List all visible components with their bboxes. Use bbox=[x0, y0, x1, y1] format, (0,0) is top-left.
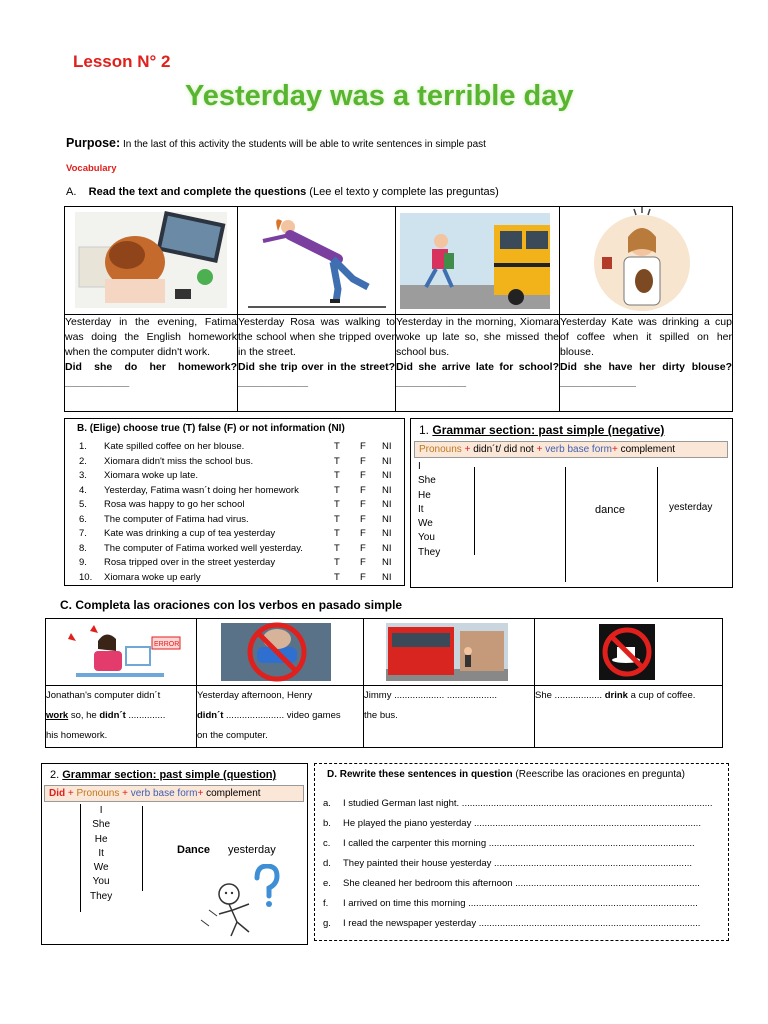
true-false-item bbox=[79, 441, 401, 455]
reading-text: Yesterday Rosa was walking to the school when she tripped over in the street. bbox=[238, 316, 395, 358]
true-false-item bbox=[79, 543, 401, 557]
formula-aux: didn´t/ did not bbox=[473, 444, 534, 455]
sentence-cell bbox=[197, 686, 364, 748]
option-true[interactable]: T bbox=[334, 528, 340, 539]
sentence-line: Jimmy ................... ................... bbox=[364, 690, 498, 701]
option-no-information[interactable]: NI bbox=[382, 484, 392, 496]
item-number: 2. bbox=[79, 455, 87, 467]
negative-formula bbox=[414, 441, 728, 458]
section-b-heading: B. (Elige) choose true (T) false (F) or not information (NI) bbox=[77, 423, 345, 434]
reading-cell bbox=[560, 315, 733, 412]
sentence-line bbox=[197, 706, 363, 726]
section-a-instruction-es: (Lee el texto y complete las preguntas) bbox=[309, 186, 499, 198]
option-no-information[interactable]: NI bbox=[382, 441, 392, 452]
option-false[interactable]: F bbox=[360, 571, 366, 583]
item-statement: The computer of Fatima had virus. bbox=[104, 513, 249, 525]
option-true[interactable]: T bbox=[334, 470, 340, 481]
option-no-information[interactable]: NI bbox=[382, 499, 392, 510]
formula-did: Did bbox=[49, 788, 66, 799]
option-true[interactable]: T bbox=[334, 441, 340, 452]
section-a-instruction-en: Read the text and complete the questions bbox=[88, 186, 307, 198]
verb-dance: dance bbox=[595, 504, 625, 516]
item-number: 8. bbox=[79, 542, 87, 554]
item-statement: Kate spilled coffee on her blouse. bbox=[104, 441, 245, 452]
item-statement: Xiomara woke up early bbox=[104, 571, 201, 583]
formula-complement: complement bbox=[620, 444, 676, 455]
option-no-information[interactable]: NI bbox=[382, 513, 392, 525]
section-c-instruction: C. Completa las oraciones con los verbos en pasado simple bbox=[60, 598, 403, 612]
page-title: Yesterday was a terrible day bbox=[185, 80, 574, 112]
bold-word: drink bbox=[604, 690, 628, 701]
item-sentence: I arrived on time this morning ....................................................................................... bbox=[343, 898, 698, 909]
sentence-line bbox=[535, 686, 722, 706]
item-statement: Xiomara woke up late. bbox=[104, 470, 198, 481]
reading-cell bbox=[238, 315, 396, 412]
formula-complement: complement bbox=[206, 788, 261, 799]
sentence-line: Jonathan's computer didn´t bbox=[46, 690, 161, 701]
option-false[interactable]: F bbox=[360, 557, 366, 568]
sentence-blank: .............. bbox=[125, 710, 166, 721]
option-false[interactable]: F bbox=[360, 528, 366, 539]
grammar-question-title: Grammar section: past simple (question) bbox=[62, 769, 277, 781]
item-letter: d. bbox=[323, 858, 331, 869]
computer-error-image bbox=[46, 619, 196, 685]
coffee-spill-woman-image bbox=[560, 207, 732, 313]
purpose-label: Purpose: bbox=[66, 136, 121, 150]
reading-question: Did she have her dirty blouse? _____________ bbox=[560, 361, 732, 388]
section-a-letter: A. bbox=[66, 186, 77, 198]
item-number: 9. bbox=[79, 557, 87, 568]
formula-plus: + bbox=[197, 788, 204, 799]
item-letter: a. bbox=[323, 798, 331, 809]
school-bus-girl-image bbox=[396, 207, 559, 313]
divider-line bbox=[474, 467, 475, 555]
pronoun: I bbox=[99, 805, 103, 816]
reading-question: Did she do her homework? ___________ bbox=[65, 361, 237, 388]
item-number: 7. bbox=[79, 528, 87, 539]
sentence-line bbox=[46, 706, 196, 726]
option-true[interactable]: T bbox=[334, 571, 340, 583]
reading-question: Did she trip over in the street? ____________ bbox=[238, 361, 395, 388]
item-letter: e. bbox=[323, 878, 331, 889]
option-true[interactable]: T bbox=[334, 455, 340, 467]
stressed-girl-laptop-image bbox=[65, 207, 237, 313]
section-d-heading-row bbox=[327, 769, 685, 780]
sentence-cell bbox=[535, 686, 723, 748]
formula-plus: + bbox=[536, 444, 543, 455]
grammar-negative-title: Grammar section: past simple (negative) bbox=[432, 423, 665, 437]
item-letter: g. bbox=[323, 918, 331, 929]
grammar-question-box bbox=[41, 763, 308, 945]
grammar-number: 2. bbox=[50, 769, 60, 781]
pronoun-list bbox=[418, 460, 440, 560]
item-sentence: He played the piano yesterday ...................................................................................... bbox=[343, 818, 701, 829]
option-false[interactable]: F bbox=[360, 513, 366, 525]
formula-pronouns: Pronouns bbox=[419, 444, 462, 455]
section-a-table bbox=[64, 206, 733, 412]
item-statement: Yesterday, Fatima wasn´t doing her homework bbox=[104, 484, 299, 496]
vocabulary-label: Vocabulary bbox=[66, 163, 117, 174]
option-no-information[interactable]: NI bbox=[382, 470, 392, 481]
formula-plus: + bbox=[611, 444, 618, 455]
pronoun: I bbox=[418, 461, 421, 472]
grammar-negative-box bbox=[410, 418, 733, 588]
formula-verb: verb base form bbox=[130, 788, 198, 799]
item-sentence: She cleaned her bedroom this afternoon ...................................................................... bbox=[343, 878, 700, 889]
section-d-box bbox=[314, 763, 729, 941]
sentence-blank: ...................... video games bbox=[223, 710, 341, 721]
item-number: 3. bbox=[79, 470, 87, 481]
item-number: 4. bbox=[79, 484, 87, 496]
item-letter: f. bbox=[323, 898, 329, 909]
option-true[interactable]: T bbox=[334, 484, 340, 496]
option-false[interactable]: F bbox=[360, 455, 366, 467]
sentence-cell bbox=[364, 686, 535, 748]
option-no-information[interactable]: NI bbox=[382, 455, 392, 467]
item-statement: Rosa tripped over in the street yesterday bbox=[104, 557, 276, 568]
no-coffee-image bbox=[535, 619, 722, 685]
true-false-item bbox=[79, 470, 401, 484]
pronoun: You bbox=[92, 876, 110, 888]
sentence-line: on the computer. bbox=[197, 730, 268, 741]
bold-word: didn´t bbox=[197, 710, 224, 721]
reading-cell bbox=[396, 315, 560, 412]
formula-pronouns: Pronouns bbox=[76, 788, 120, 799]
reading-text: Yesterday Kate was drinking a cup of coffee when it spilled on her blouse. bbox=[560, 316, 732, 358]
item-sentence: They painted their house yesterday ........................................................................... bbox=[343, 858, 692, 869]
sentence-line: the bus. bbox=[364, 710, 398, 721]
sentence-fragment: so, he bbox=[68, 710, 100, 721]
section-d-heading: D. Rewrite these sentences in question bbox=[327, 769, 513, 780]
confused-person-icon bbox=[197, 864, 287, 944]
formula-plus: + bbox=[122, 788, 128, 799]
option-no-information[interactable]: NI bbox=[382, 557, 392, 568]
pronoun-list bbox=[90, 804, 112, 904]
divider-line bbox=[657, 467, 658, 582]
item-statement: Kate was drinking a cup of tea yesterday bbox=[104, 528, 276, 539]
item-number: 10. bbox=[79, 571, 93, 583]
true-false-item bbox=[79, 514, 401, 528]
option-false[interactable]: F bbox=[360, 484, 366, 496]
divider-line bbox=[565, 467, 566, 582]
true-false-item bbox=[79, 456, 401, 470]
formula-verb: verb base form bbox=[545, 444, 612, 455]
tripping-girl-image bbox=[238, 207, 395, 313]
pronoun: We bbox=[418, 518, 433, 530]
option-true[interactable]: T bbox=[334, 499, 340, 510]
item-letter: c. bbox=[323, 838, 331, 849]
item-sentence: I read the newspaper yesterday .................................................................................... bbox=[343, 918, 701, 929]
item-sentence: I studied German last night. ............................................................................................... bbox=[343, 798, 713, 809]
item-statement: Rosa was happy to go her school bbox=[104, 499, 245, 510]
sentence-line: his homework. bbox=[46, 730, 108, 741]
option-no-information[interactable]: NI bbox=[382, 542, 392, 554]
reading-text: Yesterday in the morning, Xiomara woke up late so, she missed the school bus. bbox=[396, 316, 559, 358]
option-false[interactable]: F bbox=[360, 441, 366, 452]
pronoun: She bbox=[418, 475, 436, 487]
true-false-item bbox=[79, 528, 401, 542]
purpose bbox=[66, 136, 486, 150]
formula-plus: + bbox=[464, 444, 471, 455]
true-false-item bbox=[79, 485, 401, 499]
sentence-cell bbox=[46, 686, 197, 748]
option-false[interactable]: F bbox=[360, 499, 366, 510]
true-false-item bbox=[79, 499, 401, 513]
grammar-number: 1. bbox=[419, 423, 430, 437]
pronoun: He bbox=[418, 489, 431, 501]
pronoun: It bbox=[418, 503, 424, 515]
pronoun: We bbox=[93, 862, 109, 874]
sentence-blank: She .................. bbox=[535, 690, 605, 701]
error-label: ERROR bbox=[154, 641, 180, 648]
section-a-instruction bbox=[66, 186, 499, 198]
option-no-information[interactable]: NI bbox=[382, 528, 392, 539]
divider-line bbox=[80, 804, 81, 912]
item-number: 5. bbox=[79, 499, 87, 510]
option-false[interactable]: F bbox=[360, 470, 366, 481]
item-sentence: I called the carpenter this morning .............................................................................. bbox=[343, 838, 695, 849]
option-true[interactable]: T bbox=[334, 513, 340, 525]
verb-dance: Dance bbox=[177, 844, 211, 856]
reading-cell bbox=[65, 315, 238, 412]
pronoun: He bbox=[94, 833, 108, 845]
pronoun: They bbox=[90, 890, 113, 902]
bold-word: didn´t bbox=[99, 710, 126, 721]
item-statement: The computer of Fatima worked well yesterday. bbox=[104, 542, 303, 554]
section-b-box bbox=[64, 418, 405, 586]
formula-plus: + bbox=[67, 788, 74, 799]
sentence-fragment: a cup of coffee. bbox=[627, 690, 696, 701]
item-letter: b. bbox=[323, 818, 331, 829]
question-formula bbox=[44, 785, 304, 802]
true-false-item bbox=[79, 557, 401, 571]
purpose-text: In the last of this activity the students will be able to write sentences in simple past bbox=[122, 139, 486, 150]
time-yesterday: yesterday bbox=[228, 844, 276, 856]
true-false-item bbox=[79, 572, 401, 586]
option-false[interactable]: F bbox=[360, 542, 366, 554]
item-number: 1. bbox=[79, 441, 87, 452]
time-yesterday: yesterday bbox=[669, 502, 713, 513]
bold-word: work bbox=[46, 710, 69, 721]
section-c-table bbox=[45, 618, 723, 748]
no-video-games-image bbox=[197, 619, 363, 685]
divider-line bbox=[142, 806, 143, 891]
reading-question: Did she arrive late for school? ____________ bbox=[396, 361, 559, 388]
option-true[interactable]: T bbox=[334, 542, 340, 554]
item-statement: Xiomara didn't miss the school bus. bbox=[104, 455, 254, 467]
pronoun: You bbox=[418, 532, 435, 544]
reading-text: Yesterday in the evening, Fatima was doing the English homework when the computer didn't work. bbox=[65, 316, 237, 358]
option-no-information[interactable]: NI bbox=[382, 571, 392, 583]
pronoun: She bbox=[92, 819, 111, 831]
section-d-heading-es: (Reescribe las oraciones en pregunta) bbox=[515, 769, 685, 780]
bus-street-image bbox=[364, 619, 534, 685]
pronoun: It bbox=[98, 847, 104, 859]
lesson-number: Lesson N° 2 bbox=[73, 52, 171, 71]
pronoun: They bbox=[418, 546, 441, 558]
sentence-line: Yesterday afternoon, Henry bbox=[197, 690, 313, 701]
item-number: 6. bbox=[79, 513, 87, 525]
grammar-question-title-row bbox=[50, 769, 276, 781]
option-true[interactable]: T bbox=[334, 557, 340, 568]
grammar-negative-title-row bbox=[419, 423, 664, 437]
